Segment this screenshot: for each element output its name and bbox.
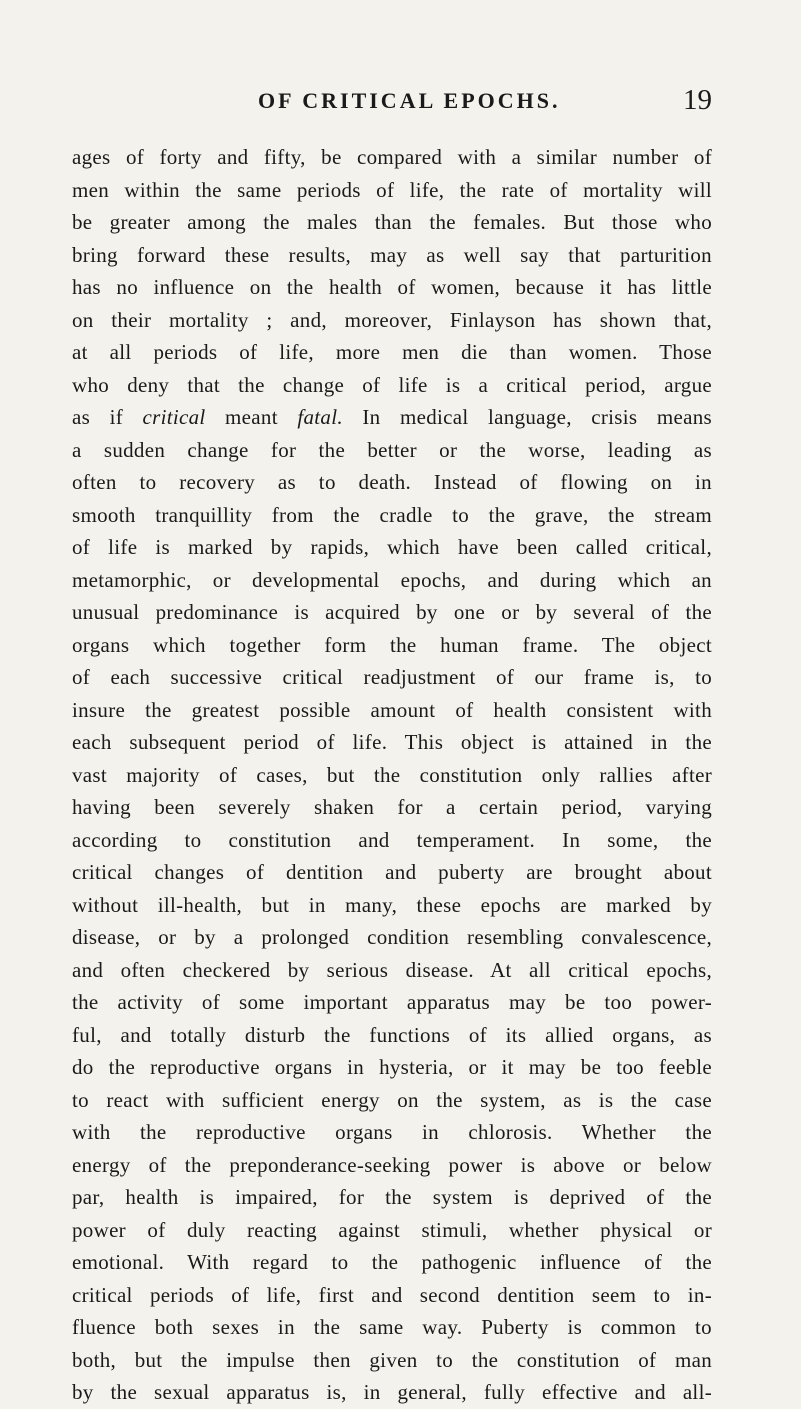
text-segment: with the reproductive organs in chlorosis. Whether the xyxy=(72,1120,712,1144)
text-line xyxy=(72,921,712,954)
text-line xyxy=(72,1311,712,1344)
text-segment: often to recovery as to death. Instead of flowing on in xyxy=(72,470,712,494)
text-segment: who deny that the change of life is a critical period, argue xyxy=(72,372,712,397)
text-line xyxy=(72,1279,712,1312)
text-segment: ages of forty and fifty, be compared with a similar number of xyxy=(72,145,712,169)
text-line xyxy=(72,661,712,694)
text-segment: of life is marked by rapids, which have been called critical, xyxy=(72,535,712,559)
text-segment: emotional. With regard to the pathogenic influence of the xyxy=(72,1250,712,1274)
text-segment: to react with sufficient energy on the system, as is the case xyxy=(72,1087,712,1112)
text-segment: par, health is impaired, for the system is deprived of the xyxy=(72,1185,712,1209)
text-segment: meant xyxy=(205,405,298,429)
text-line xyxy=(72,369,712,402)
text-segment: ful, and totally disturb the functions of its allied organs, as xyxy=(72,1022,712,1047)
text-line xyxy=(72,466,712,499)
text-segment: vast majority of cases, but the constitution only rallies after xyxy=(72,762,712,787)
text-line xyxy=(72,1246,712,1279)
text-segment: according to constitution and temperament. In some, the xyxy=(72,827,712,852)
text-segment: energy of the preponderance-seeking power is above or below xyxy=(72,1152,712,1177)
body-paragraph xyxy=(72,141,712,1409)
italic-text-segment: fatal. xyxy=(297,405,343,429)
text-line xyxy=(72,206,712,239)
text-segment: metamorphic, or developmental epochs, and during which an xyxy=(72,567,712,592)
text-segment: power of duly reacting against stimuli, whether physical or xyxy=(72,1217,712,1242)
text-line xyxy=(72,1344,712,1377)
text-segment: organs which together form the human frame. The object xyxy=(72,632,712,657)
text-line xyxy=(72,336,712,369)
text-segment: the activity of some important apparatus may be too power- xyxy=(72,990,712,1014)
text-line xyxy=(72,239,712,272)
text-line xyxy=(72,304,712,337)
text-segment: at all periods of life, more men die than women. Those xyxy=(72,340,712,364)
text-segment: critical changes of dentition and puberty are brought about xyxy=(72,860,712,884)
page-number: 19 xyxy=(683,84,712,116)
running-title: OF CRITICAL EPOCHS. xyxy=(258,88,561,113)
text-segment: fluence both sexes in the same way. Puberty is common to xyxy=(72,1315,712,1339)
text-segment: bring forward these results, may as well say that parturition xyxy=(72,242,712,267)
text-line xyxy=(72,791,712,824)
text-line xyxy=(72,726,712,759)
text-line xyxy=(72,1214,712,1247)
text-segment: disease, or by a prolonged condition resembling convalescence, xyxy=(72,925,712,949)
text-segment: unusual predominance is acquired by one or by several of the xyxy=(72,600,712,624)
text-line xyxy=(72,889,712,922)
text-segment: insure the greatest possible amount of health consistent with xyxy=(72,697,712,722)
text-line xyxy=(72,694,712,727)
text-segment: of each successive critical readjustment of our frame is, to xyxy=(72,665,712,689)
text-line xyxy=(72,759,712,792)
text-segment: has no influence on the health of women, because it has little xyxy=(72,275,712,299)
text-line xyxy=(72,499,712,532)
running-head xyxy=(72,84,712,120)
text-line xyxy=(72,986,712,1019)
text-segment: on their mortality ; and, moreover, Finlayson has shown that, xyxy=(72,307,712,332)
text-line xyxy=(72,596,712,629)
text-line xyxy=(72,954,712,987)
text-segment: without ill-health, but in many, these epochs are marked by xyxy=(72,892,712,917)
text-segment: do the reproductive organs in hysteria, or it may be too feeble xyxy=(72,1055,712,1079)
text-line xyxy=(72,434,712,467)
text-line xyxy=(72,1051,712,1084)
text-segment: each subsequent period of life. This object is attained in the xyxy=(72,730,712,754)
text-segment: having been severely shaken for a certain period, varying xyxy=(72,795,712,819)
text-line xyxy=(72,271,712,304)
text-segment: as if xyxy=(72,405,143,429)
text-segment: men within the same periods of life, the rate of mortality will xyxy=(72,177,712,202)
text-line xyxy=(72,629,712,662)
text-line xyxy=(72,564,712,597)
text-segment: and often checkered by serious disease. At all critical epochs, xyxy=(72,957,712,982)
text-line xyxy=(72,824,712,857)
text-line xyxy=(72,1084,712,1117)
text-line xyxy=(72,141,712,174)
text-line xyxy=(72,1181,712,1214)
text-segment: In medical language, crisis means xyxy=(342,405,712,429)
text-line xyxy=(72,401,712,434)
text-segment: by the sexual apparatus is, in general, fully effective and all- xyxy=(72,1380,712,1404)
text-line xyxy=(72,1376,712,1409)
text-segment: a sudden change for the better or the worse, leading as xyxy=(72,437,712,462)
text-line xyxy=(72,531,712,564)
italic-text-segment: critical xyxy=(142,405,206,429)
text-segment: be greater among the males than the females. But those who xyxy=(72,210,712,234)
text-line xyxy=(72,1149,712,1182)
text-segment: both, but the impulse then given to the constitution of man xyxy=(72,1347,712,1372)
text-segment: critical periods of life, first and second dentition seem to in- xyxy=(72,1282,712,1307)
text-line xyxy=(72,174,712,207)
text-line xyxy=(72,1019,712,1052)
text-segment: smooth tranquillity from the cradle to the grave, the stream xyxy=(72,502,712,527)
text-line xyxy=(72,856,712,889)
text-line xyxy=(72,1116,712,1149)
